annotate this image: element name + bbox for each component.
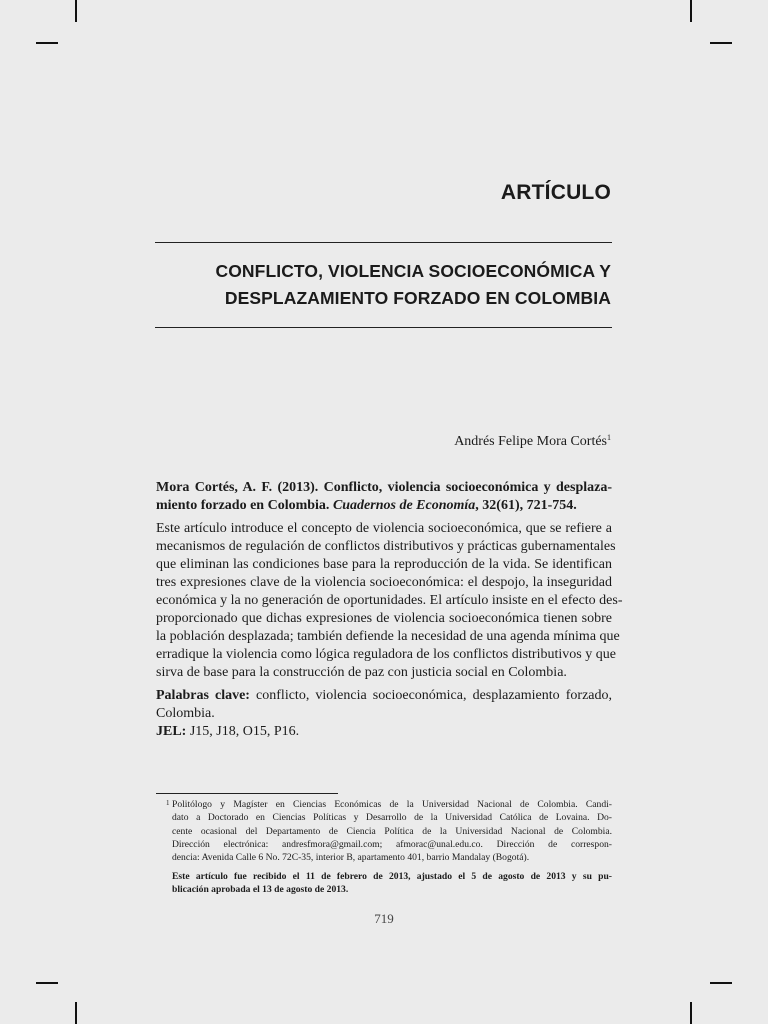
crop-mark-top-left-vertical — [75, 0, 77, 22]
received-line-2: blicación aprobada el 13 de agosto de 2013. — [172, 884, 349, 896]
keywords-text: conflicto, violencia socioeconómica, desplazamiento forzado, — [249, 688, 612, 703]
abstract-line: Este artículo introduce el concepto de violencia socioeconómica, que se refiere a — [156, 521, 612, 536]
abstract-line: económica y la no generación de oportunidades. El artículo insiste en el efecto des- — [156, 593, 623, 608]
abstract-line: sirva de base para la construcción de paz con justicia social en Colombia. — [156, 665, 567, 680]
footnote — [166, 798, 612, 864]
keywords-label: Palabras clave: — [156, 688, 250, 703]
citation-line-2 — [156, 497, 612, 515]
page-number: 719 — [374, 911, 394, 926]
article-title — [151, 258, 611, 312]
footnote-line: dato a Doctorado en Ciencias Políticas y Desarrollo de la Universidad Católica de Lovaina. Do- — [172, 812, 612, 824]
jel-codes: J15, J18, O15, P16. — [186, 724, 300, 739]
citation-volume: , 32(61), 721-754. — [475, 498, 577, 513]
title-bottom-rule — [155, 327, 612, 328]
citation-journal: Cuadernos de Economía — [332, 498, 476, 513]
title-top-rule — [155, 242, 612, 243]
crop-mark-bottom-left-vertical — [75, 1002, 77, 1024]
keywords-block — [156, 687, 612, 741]
footnote-number: 1 — [166, 799, 170, 807]
keywords-line-2: Colombia. — [156, 706, 215, 721]
title-line-2: DESPLAZAMIENTO FORZADO EN COLOMBIA — [224, 288, 611, 308]
abstract-line: tres expresiones clave de la violencia socioeconómica: el despojo, la inseguridad — [156, 575, 612, 590]
footnote-line: dencia: Avenida Calle 6 No. 72C-35, interior B, apartamento 401, barrio Mandalay (Bogotá). — [172, 852, 530, 864]
footnote-line: Dirección electrónica: andresfmora@gmail.com; afmorac@unal.edu.co. Dirección de correspon- — [172, 838, 612, 850]
jel-line — [156, 723, 612, 741]
footnote-line: cente ocasional del Departamento de Ciencia Política de la Universidad Nacional de Colombia. — [172, 825, 612, 837]
author-footnote-mark: 1 — [607, 433, 611, 442]
abstract-line: que eliminan las condiciones base para la reproducción de la vida. Se identifican — [156, 557, 612, 572]
citation-line-2-text: miento forzado en Colombia. — [156, 498, 333, 513]
abstract — [156, 520, 623, 682]
received-line-1: Este artículo fue recibido el 11 de febrero de 2013, ajustado el 5 de agosto de 2013 y su pu- — [172, 871, 612, 882]
crop-mark-bottom-left-horizontal — [36, 982, 58, 984]
footnote-separator — [156, 793, 338, 794]
crop-mark-top-right-vertical — [690, 0, 692, 22]
citation-line-1: Mora Cortés, A. F. (2013). Conflicto, violencia socioeconómica y desplaza- — [156, 480, 612, 495]
crop-mark-top-left-horizontal — [36, 42, 58, 44]
keywords-line-1 — [156, 687, 612, 705]
author-name: Andrés Felipe Mora Cortés — [454, 434, 607, 449]
author-byline — [454, 434, 611, 450]
abstract-line: erradique la violencia como lógica reguladora de los conflictos distributivos y que — [156, 647, 616, 662]
abstract-line: proporcionado que dichas expresiones de violencia socioeconómica tienen sobre — [156, 611, 612, 626]
crop-mark-bottom-right-vertical — [690, 1002, 692, 1024]
crop-mark-top-right-horizontal — [710, 42, 732, 44]
footnote-line: Politólogo y Magíster en Ciencias Económicas de la Universidad Nacional de Colombia. Candi- — [172, 799, 612, 810]
title-line-1: CONFLICTO, VIOLENCIA SOCIOECONÓMICA Y — [215, 261, 611, 281]
citation — [156, 479, 612, 515]
abstract-line: mecanismos de regulación de conflictos distributivos y prácticas gubernamentales — [156, 539, 616, 554]
received-note — [172, 870, 612, 897]
crop-mark-bottom-right-horizontal — [710, 982, 732, 984]
section-label: ARTÍCULO — [500, 181, 611, 204]
abstract-line: la población desplazada; también defiende la necesidad de una agenda mínima que — [156, 629, 620, 644]
jel-label: JEL: — [156, 724, 187, 739]
